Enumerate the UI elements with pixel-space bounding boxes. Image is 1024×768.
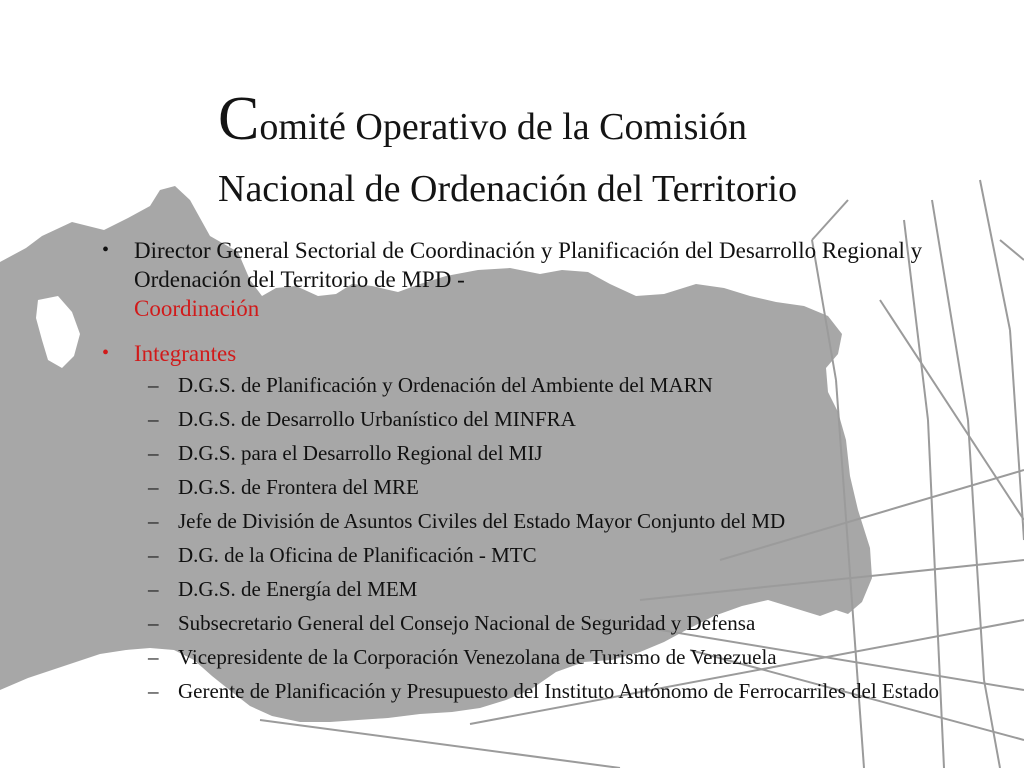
title-line-2: Nacional de Ordenación del Territorio — [218, 168, 798, 210]
member-text: Subsecretario General del Consejo Nacional de Seguridad y Defensa — [178, 611, 756, 635]
member-text: D.G.S. de Desarrollo Urbanístico del MINFRA — [178, 407, 576, 431]
bullet-integrantes — [96, 339, 996, 368]
list-item — [96, 440, 996, 466]
members-list — [96, 372, 996, 704]
member-text: D.G. de la Oficina de Planificación - MTC — [178, 543, 537, 567]
list-item — [96, 576, 996, 602]
list-item — [96, 474, 996, 500]
dash-marker: – — [148, 373, 159, 397]
bullet-integrantes-text: Integrantes — [134, 341, 237, 366]
bullet-director-highlight: Coordinación — [134, 296, 260, 321]
list-item — [96, 542, 996, 568]
member-text: Vicepresidente de la Corporación Venezolana de Turismo de Venezuela — [178, 645, 777, 669]
dash-marker: – — [148, 543, 159, 567]
slide-body — [96, 236, 996, 704]
bullet-marker: • — [102, 239, 110, 261]
list-item — [96, 678, 996, 704]
list-item — [96, 508, 996, 534]
dash-marker: – — [148, 611, 159, 635]
bullet-director — [96, 236, 996, 323]
list-item — [96, 372, 996, 398]
member-text: Jefe de División de Asuntos Civiles del Estado Mayor Conjunto del MD — [178, 509, 786, 533]
title-initial: C — [218, 85, 260, 153]
slide-title — [218, 85, 998, 220]
member-text: D.G.S. para el Desarrollo Regional del MIJ — [178, 441, 543, 465]
bullet-director-text: Director General Sectorial de Coordinación y Planificación del Desarrollo Regional y Ordenación del Territorio de MPD - — [134, 238, 923, 292]
list-item — [96, 406, 996, 432]
list-item — [96, 610, 996, 636]
dash-marker: – — [148, 645, 159, 669]
title-line-1: omité Operativo de la Comisión — [259, 106, 747, 148]
member-text: D.G.S. de Frontera del MRE — [178, 475, 419, 499]
dash-marker: – — [148, 407, 159, 431]
member-text: Gerente de Planificación y Presupuesto del Instituto Autónomo de Ferrocarriles del Estado — [178, 679, 940, 703]
dash-marker: – — [148, 441, 159, 465]
member-text: D.G.S. de Energía del MEM — [178, 577, 418, 601]
dash-marker: – — [148, 475, 159, 499]
dash-marker: – — [148, 679, 159, 703]
dash-marker: – — [148, 577, 159, 601]
list-item — [96, 644, 996, 670]
member-text: D.G.S. de Planificación y Ordenación del Ambiente del MARN — [178, 373, 713, 397]
bullet-marker: • — [102, 342, 110, 364]
dash-marker: – — [148, 509, 159, 533]
